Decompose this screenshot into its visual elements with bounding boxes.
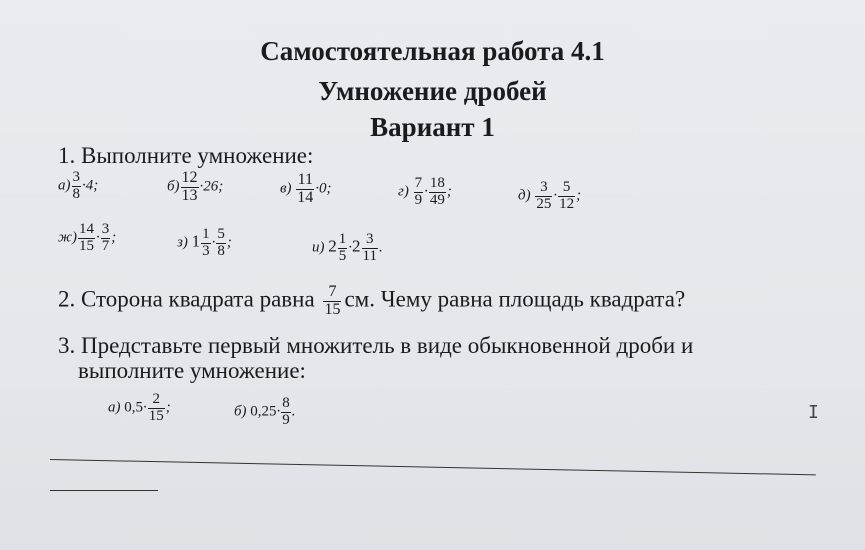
fraction: $\frac{3}{8}$: [72, 169, 80, 202]
exercise-zh: ж) $\frac{14}{15}$ · $\frac{3}{7}$ ;: [58, 221, 117, 254]
exercise-v: [280, 172, 332, 207]
text-cursor-icon: I: [808, 402, 819, 423]
exercise-g: г) $\frac{7}{9}$ · $\frac{18}{49}$ ;: [398, 175, 452, 208]
whole-part: 2: [352, 236, 361, 256]
decimal-value: 0,25: [250, 403, 277, 420]
task3-line2: выполните умножение:: [78, 358, 306, 383]
exercise-label: д): [518, 187, 531, 204]
exercise-tail: ;: [576, 187, 582, 204]
decimal-value: 0,5: [124, 399, 143, 416]
exercise-label: а): [58, 177, 71, 194]
fraction: $\frac{2}{15}$: [148, 391, 164, 424]
exercise-tail: ·4;: [82, 177, 99, 194]
fraction: $\frac{1}{5}$: [338, 231, 347, 264]
whole-part: 2: [328, 236, 337, 256]
exercise-label: ж): [58, 229, 77, 246]
fraction: $\frac{3}{25}$: [536, 179, 552, 212]
exercise-label: г): [398, 183, 409, 200]
variant-label: Вариант 1: [370, 112, 495, 142]
exercise-d: д) $\frac{3}{25}$ · $\frac{5}{12}$ ;: [518, 179, 582, 212]
fraction: $\frac{1}{3}$: [202, 226, 210, 259]
fraction: $\frac{12}{13}$: [181, 169, 198, 204]
exercise-label: и): [312, 239, 325, 256]
exercise-tail: .: [378, 239, 383, 256]
exercise-b: [167, 170, 223, 205]
exercise-tail: ;: [446, 183, 452, 200]
worksheet-title: Самостоятельная работа 4.1: [260, 36, 605, 66]
fraction: $\frac{7}{9}$: [414, 175, 423, 208]
exercise-z: з) 1 $\frac{1}{3}$ · $\frac{5}{8}$ ;: [177, 226, 232, 259]
exercise-label: а): [108, 399, 121, 416]
fraction: $\frac{7}{15}$: [324, 283, 341, 318]
exercise-a: [58, 170, 98, 203]
exercise-tail: ;: [165, 399, 171, 416]
exercise-3a: а) 0,5· $\frac{2}{15}$ ;: [108, 391, 171, 424]
worksheet-subtitle: Умножение дробей: [318, 76, 547, 106]
answer-line: [50, 459, 816, 475]
task2-text-after: см. Чему равна площадь квадрата?: [344, 286, 686, 312]
exercise-label: б): [234, 403, 247, 420]
task2-text-before: 2. Сторона квадрата равна: [58, 286, 315, 312]
exercise-label: в): [280, 180, 292, 197]
fraction: $\frac{8}{9}$: [282, 395, 290, 428]
fraction: $\frac{3}{11}$: [362, 231, 377, 264]
exercise-tail: ·0;: [315, 180, 332, 197]
exercise-tail: ·26;: [199, 178, 224, 195]
task1-prompt: 1. Выполните умножение:: [58, 143, 314, 168]
fraction: $\frac{5}{8}$: [217, 226, 225, 259]
task2: [58, 284, 685, 319]
exercise-tail: ;: [111, 229, 117, 246]
fraction: $\frac{11}{14}$: [297, 171, 314, 206]
whole-part: 1: [191, 231, 201, 251]
fraction: $\frac{3}{7}$: [101, 221, 110, 254]
task3-line1: 3. Представьте первый множитель в виде обыкновенной дроби и: [58, 333, 694, 358]
exercise-tail: ;: [226, 234, 232, 251]
fraction: $\frac{5}{12}$: [559, 179, 575, 212]
fraction: $\frac{14}{15}$: [78, 221, 94, 254]
fraction: $\frac{18}{49}$: [429, 175, 445, 208]
exercise-label: б): [167, 178, 180, 195]
exercise-3b: б) 0,25· $\frac{8}{9}$ .: [234, 395, 296, 428]
exercise-label: з): [177, 234, 188, 251]
exercise-i: и) 2 $\frac{1}{5}$ ·2 $\frac{3}{11}$ .: [312, 231, 383, 264]
answer-line-short: [50, 490, 158, 491]
exercise-tail: .: [291, 403, 296, 420]
